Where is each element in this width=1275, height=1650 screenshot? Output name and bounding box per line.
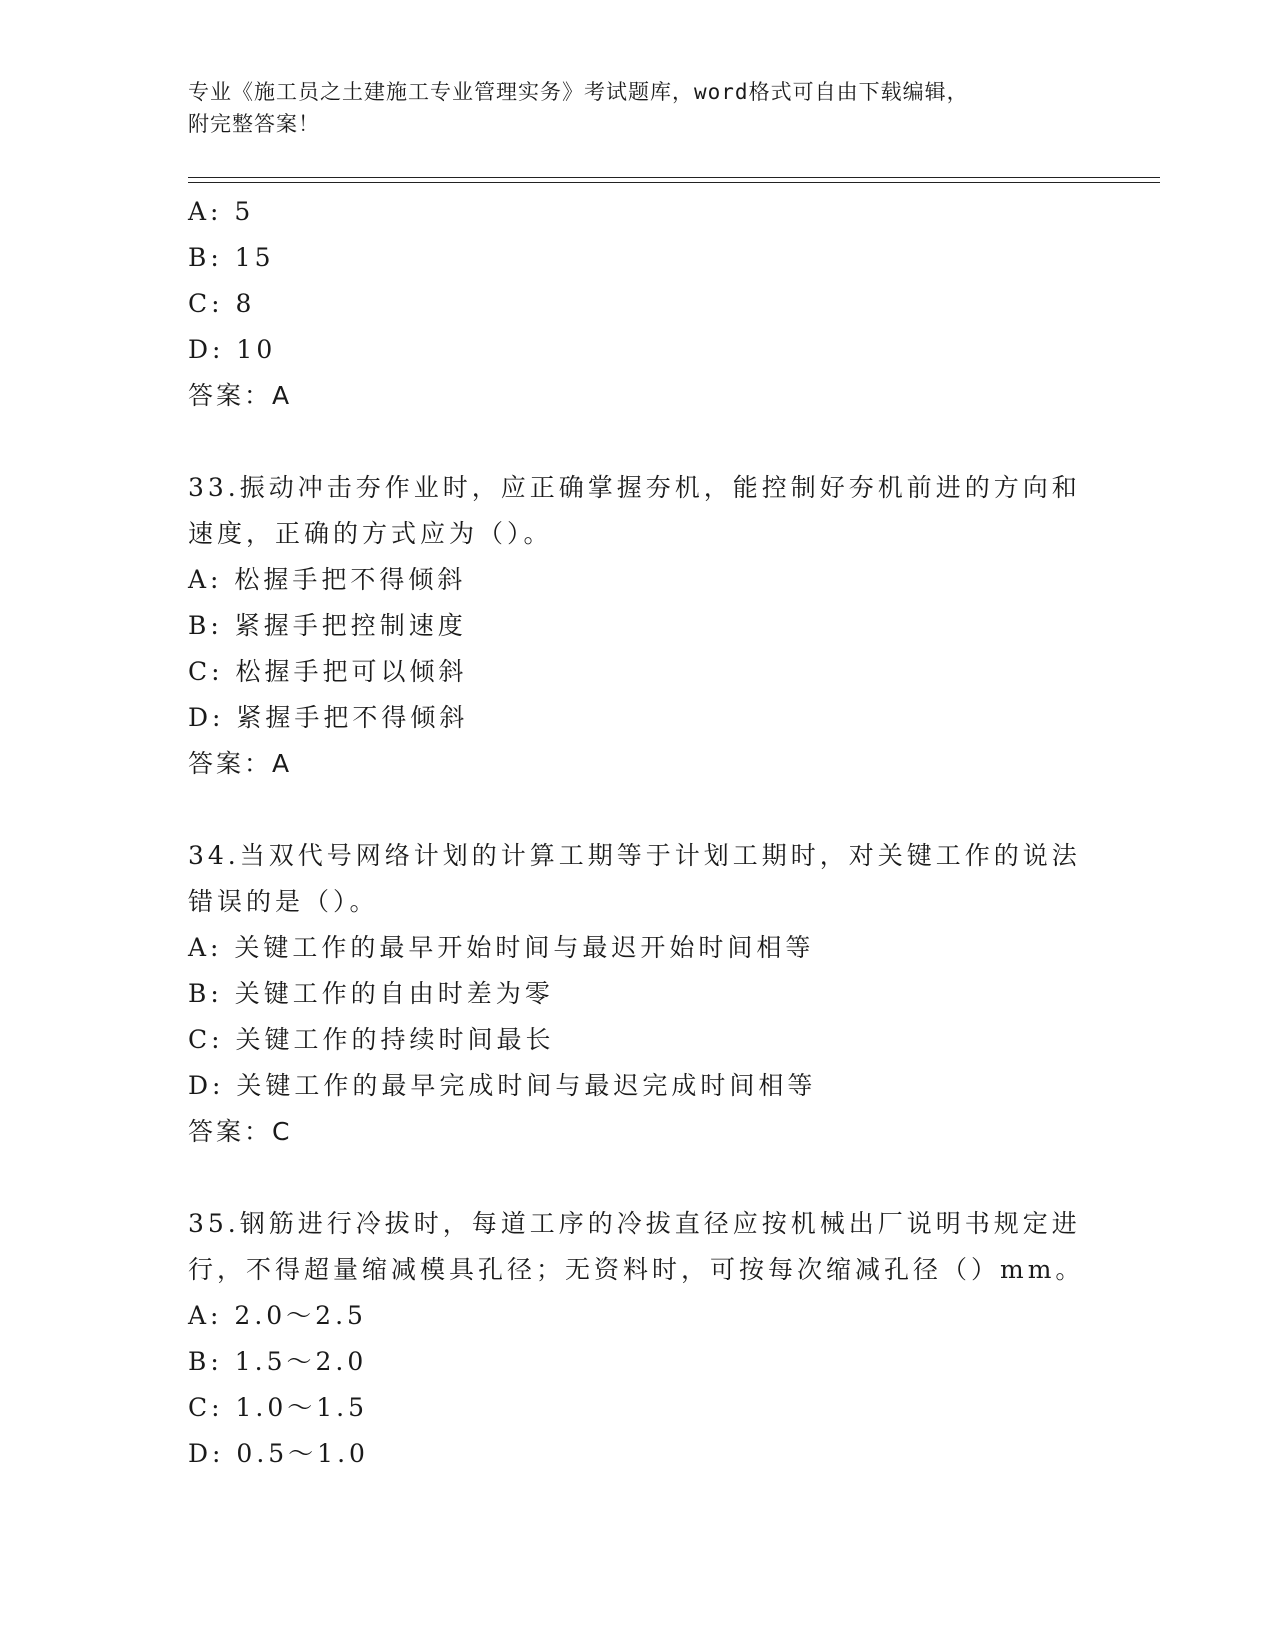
question-stem: 35.钢筋进行冷拔时，每道工序的冷拔直径应按机械出厂说明书规定进 [188,1209,1081,1238]
option-d: D: 0.5～1.0 [188,1439,369,1468]
spacer [188,1155,1128,1201]
option-c: C: 1.0～1.5 [188,1393,369,1422]
answer: 答案：A [188,749,293,778]
question-stem: 34.当双代号网络计划的计算工期等于计划工期时，对关键工作的说法 [188,841,1081,870]
answer: 答案：A [188,381,293,410]
document-header [188,76,1088,140]
option-d: D: 10 [188,335,277,364]
spacer [188,419,1128,465]
option-d: D: 关键工作的最早完成时间与最迟完成时间相等 [188,1071,817,1100]
option-b: B: 15 [188,243,275,272]
question-stem-continued: 速度，正确的方式应为（）。 [188,519,553,548]
header-line-1: 专业《施工员之土建施工专业管理实务》考试题库，word格式可自由下载编辑， [188,80,969,104]
option-b: B: 1.5～2.0 [188,1347,368,1376]
option-a: A: 2.0～2.5 [188,1301,367,1330]
question-stem-continued: 行，不得超量缩减模具孔径；无资料时，可按每次缩减孔径（）mm。 [188,1255,1085,1284]
spacer [188,787,1128,833]
question-list [188,189,1128,1477]
option-c: C: 关键工作的持续时间最长 [188,1025,555,1054]
option-b: B: 关键工作的自由时差为零 [188,979,554,1008]
option-d: D: 紧握手把不得倾斜 [188,703,469,732]
question-33 [188,465,1128,787]
question-35 [188,1201,1128,1477]
question-stem-continued: 错误的是（）。 [188,887,379,916]
option-c: C: 松握手把可以倾斜 [188,657,468,686]
option-c: C: 8 [188,289,256,318]
question-stem: 33.振动冲击夯作业时，应正确掌握夯机，能控制好夯机前进的方向和 [188,473,1081,502]
question-32 [188,189,1128,419]
header-divider-bottom [188,182,1160,183]
header-divider-top [188,177,1160,178]
option-a: A: 关键工作的最早开始时间与最迟开始时间相等 [188,933,815,962]
answer: 答案：C [188,1117,293,1146]
option-b: B: 紧握手把控制速度 [188,611,467,640]
question-34 [188,833,1128,1155]
option-a: A: 松握手把不得倾斜 [188,565,467,594]
option-a: A: 5 [188,197,255,226]
header-line-2: 附完整答案！ [188,112,320,136]
